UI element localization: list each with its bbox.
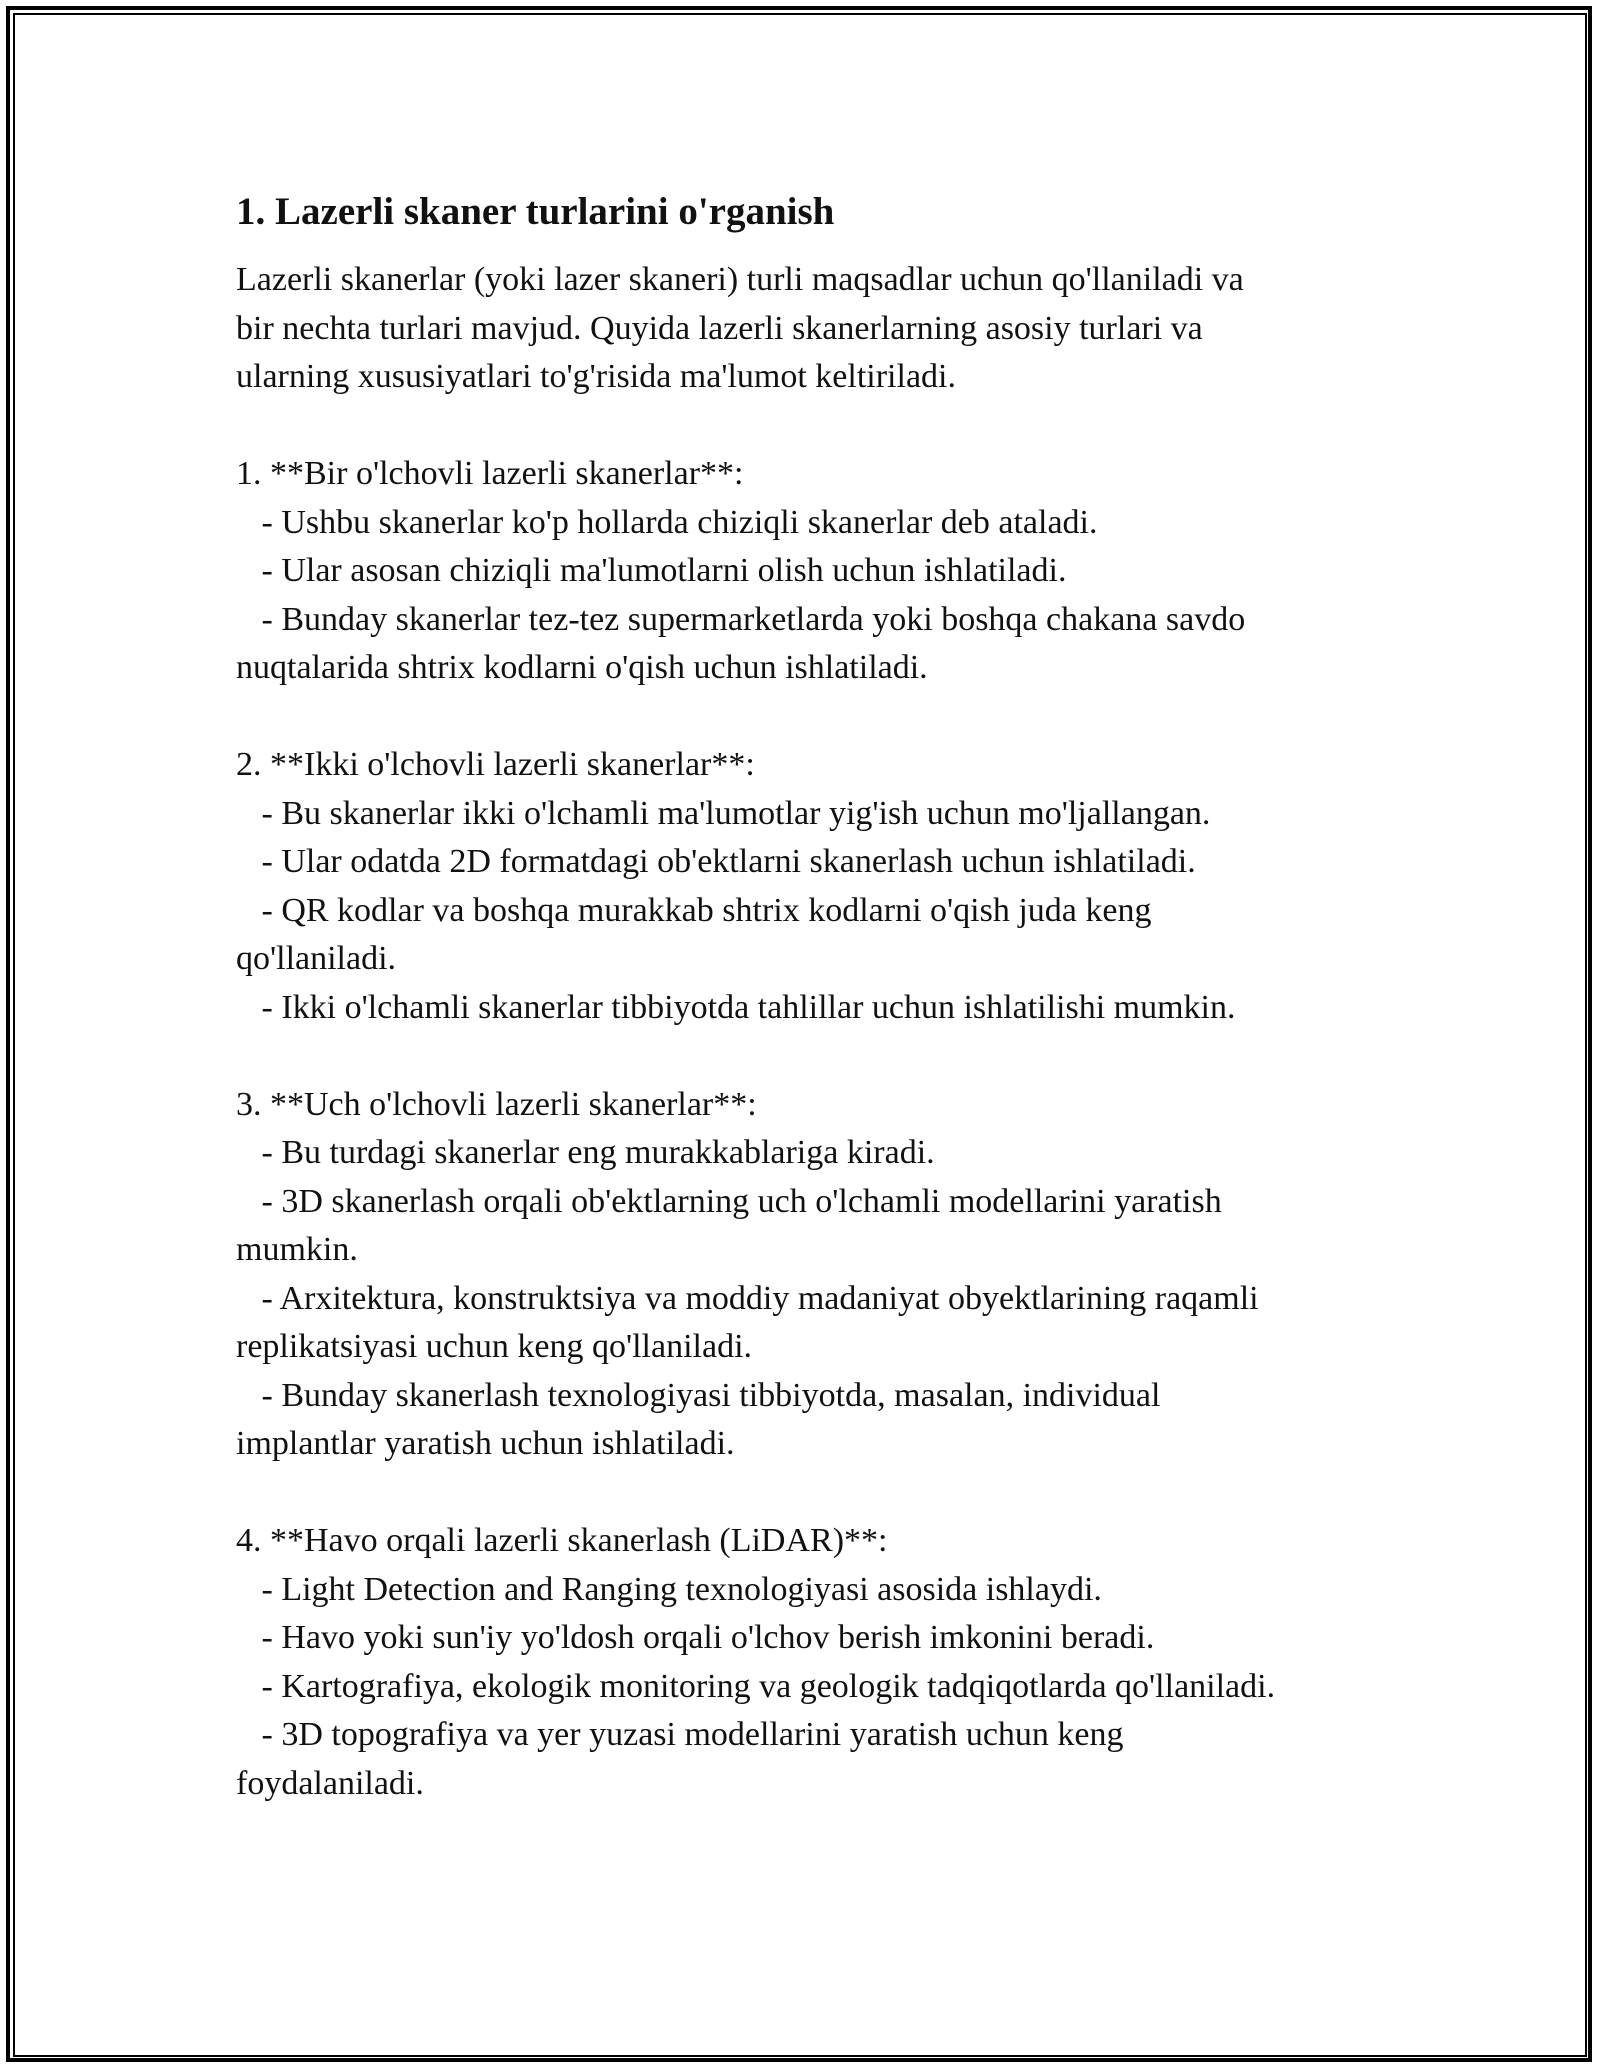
list-item: - Bunday skanerlash texnologiyasi tibbiyotda, masalan, individual [236, 1376, 1161, 1414]
list-item-continuation: implantlar yaratish uchun ishlatiladi. [236, 1425, 735, 1462]
list-item: - Bu skanerlar ikki o'lchamli ma'lumotlar yig'ish uchun mo'ljallangan. [236, 794, 1211, 832]
list-item: - Kartografiya, ekologik monitoring va geologik tadqiqotlarda qo'llaniladi. [236, 1667, 1276, 1705]
list-item: - Ular odatda 2D formatdagi ob'ektlarni skanerlash uchun ishlatiladi. [236, 843, 1196, 880]
section-three-dimensional [236, 1081, 1396, 1469]
list-item: - QR kodlar va boshqa murakkab shtrix kodlarni o'qish juda keng [236, 891, 1152, 929]
list-item: - 3D skanerlash orqali ob'ektlarning uch o'lchamli modellarini yaratish [236, 1182, 1222, 1220]
paragraph-gap [236, 402, 1396, 451]
document-body [236, 186, 1396, 1808]
intro-paragraph [236, 256, 1396, 402]
section-heading: 4. **Havo orqali lazerli skanerlash (LiDAR)**: [236, 1522, 888, 1559]
list-item: - Ikki o'lchamli skanerlar tibbiyotda tahlillar uchun ishlatilishi mumkin. [236, 988, 1236, 1026]
section-two-dimensional [236, 741, 1396, 1032]
list-item: - Ushbu skanerlar ko'p hollarda chiziqli skanerlar deb ataladi. [236, 503, 1098, 541]
document-title: 1. Lazerli skaner turlarini o'rganish [236, 190, 835, 233]
list-item: - Ular asosan chiziqli ma'lumotlarni olish uchun ishlatiladi. [236, 552, 1067, 589]
intro-line: ularning xususiyatlari to'g'risida ma'lumot keltiriladi. [236, 358, 956, 395]
section-heading: 1. **Bir o'lchovli lazerli skanerlar**: [236, 455, 744, 492]
list-item: - 3D topografiya va yer yuzasi modellarini yaratish uchun keng [236, 1716, 1124, 1753]
paragraph-gap [236, 1469, 1396, 1518]
list-item: - Bu turdagi skanerlar eng murakkablariga kiradi. [236, 1134, 935, 1171]
list-item-continuation: mumkin. [236, 1231, 358, 1268]
intro-line: Lazerli skanerlar (yoki lazer skaneri) turli maqsadlar uchun qo'llaniladi va [236, 261, 1244, 298]
list-item: - Bunday skanerlar tez-tez supermarketlarda yoki boshqa chakana savdo [236, 600, 1246, 638]
intro-line: bir nechta turlari mavjud. Quyida lazerli skanerlarning asosiy turlari va [236, 309, 1203, 347]
list-item: - Havo yoki sun'iy yo'ldosh orqali o'lchov berish imkonini beradi. [236, 1619, 1155, 1656]
list-item-continuation: replikatsiyasi uchun keng qo'llaniladi. [236, 1328, 753, 1365]
section-lidar [236, 1517, 1396, 1808]
list-item: - Light Detection and Ranging texnologiyasi asosida ishlaydi. [236, 1570, 1102, 1608]
list-item-continuation: nuqtalarida shtrix kodlarni o'qish uchun ishlatiladi. [236, 649, 928, 686]
list-item: - Arxitektura, konstruktsiya va moddiy madaniyat obyektlarining raqamli [236, 1279, 1259, 1317]
paragraph-gap [236, 1032, 1396, 1081]
list-item-continuation: qo'llaniladi. [236, 940, 397, 977]
section-heading: 3. **Uch o'lchovli lazerli skanerlar**: [236, 1085, 757, 1123]
section-heading: 2. **Ikki o'lchovli lazerli skanerlar**: [236, 746, 755, 783]
list-item-continuation: foydalaniladi. [236, 1764, 424, 1802]
section-one-dimensional [236, 450, 1396, 693]
paragraph-gap [236, 693, 1396, 742]
